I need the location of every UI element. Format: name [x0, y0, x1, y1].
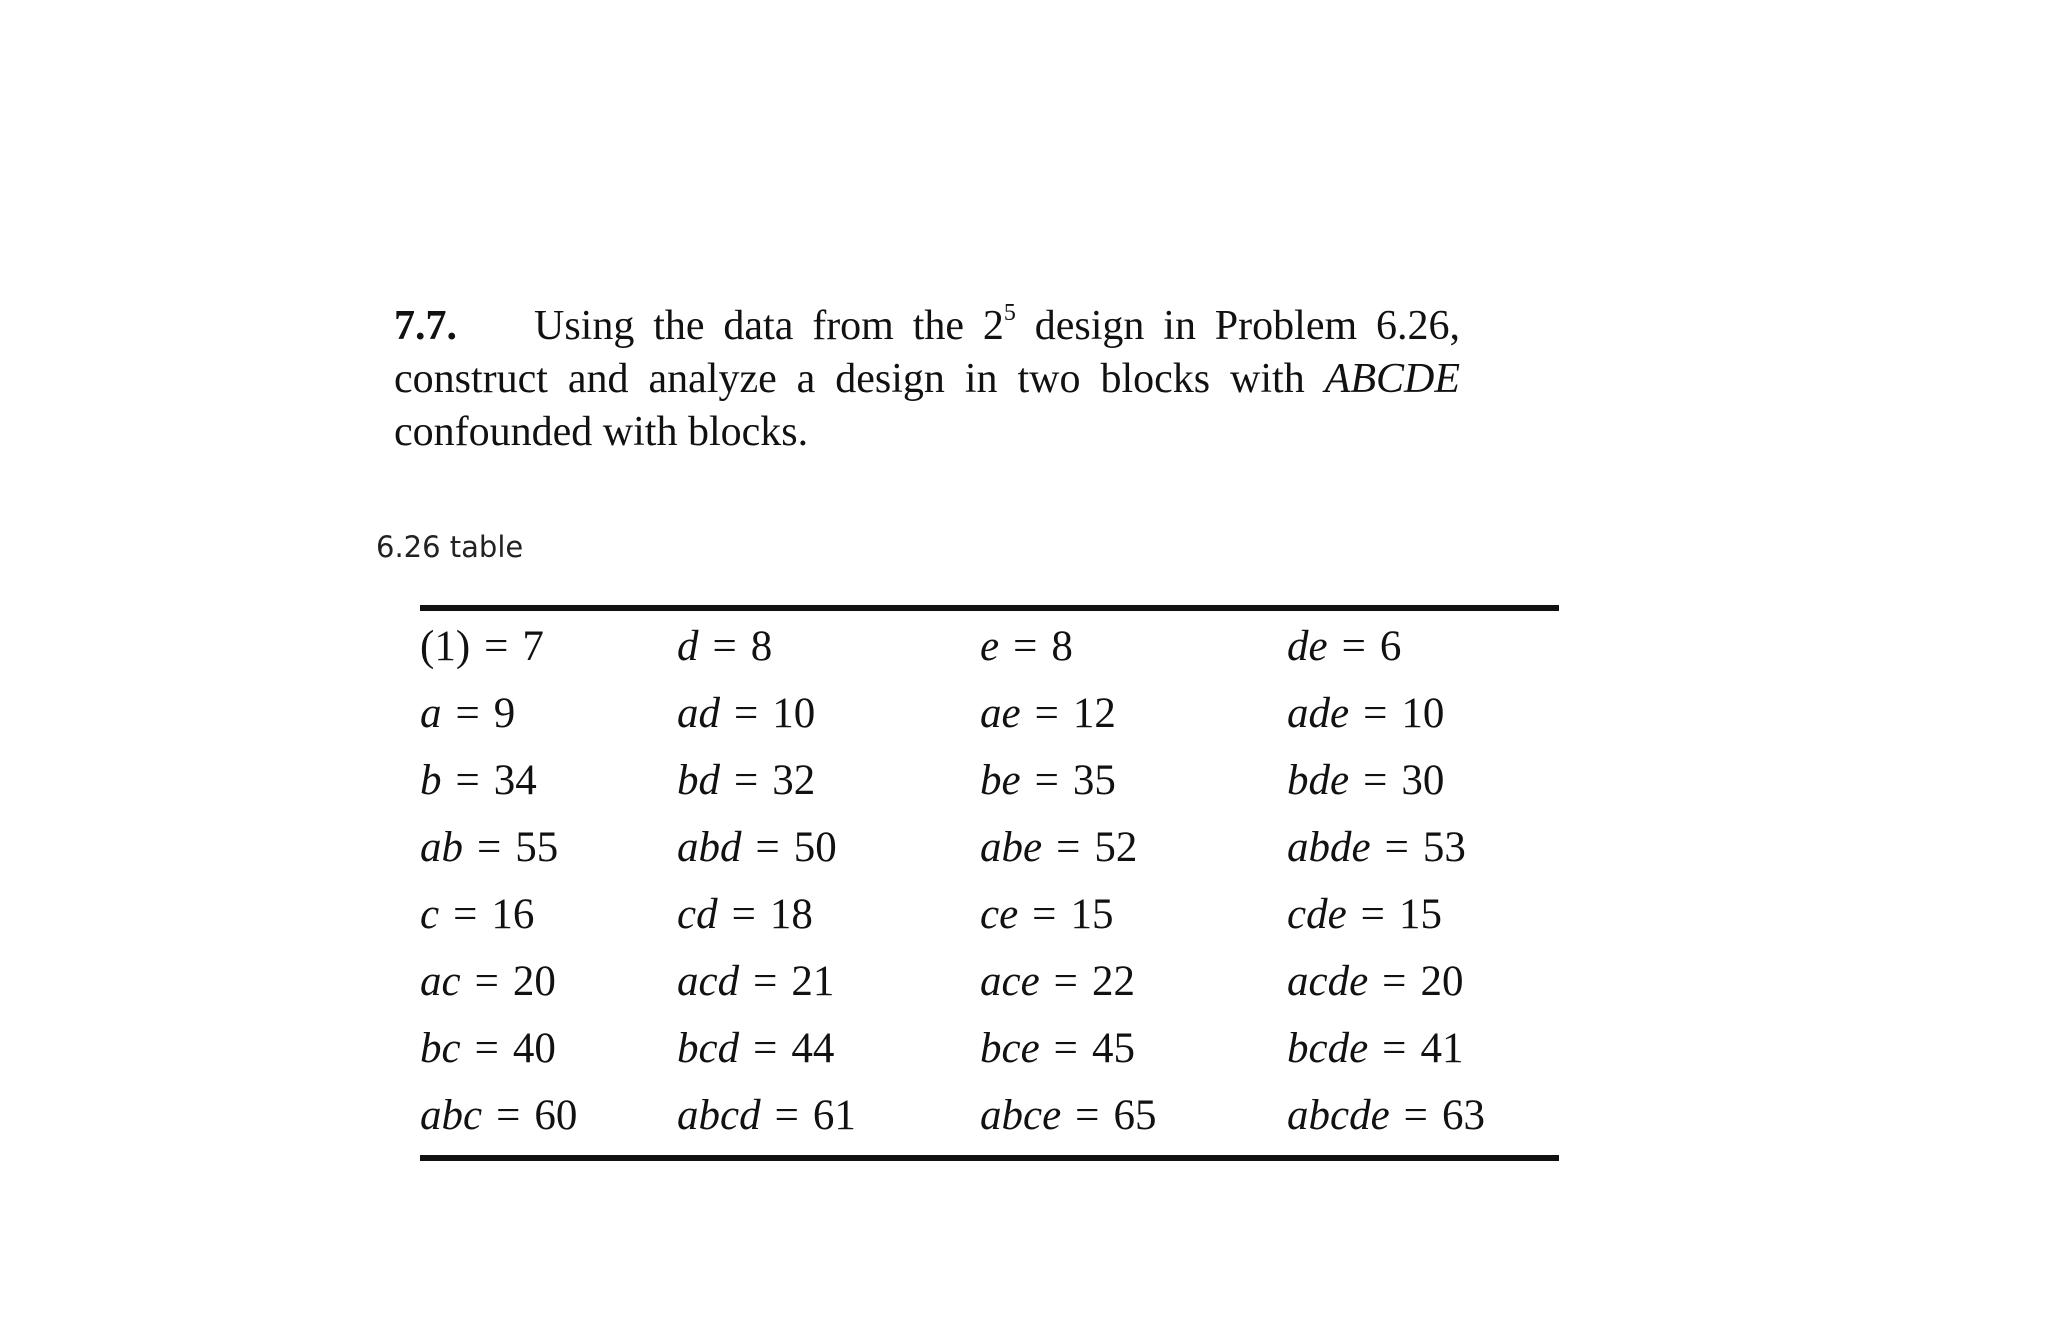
treatment-label: cde — [1287, 891, 1347, 938]
treatment-value: 40 — [512, 1025, 556, 1072]
treatment-value: 7 — [522, 623, 544, 670]
treatment-label: abc — [420, 1092, 483, 1139]
equals-sign: = — [484, 623, 509, 670]
equals-sign: = — [1013, 623, 1038, 670]
equals-sign: = — [477, 824, 502, 871]
problem-text-2: construct and analyze a design in two blocks with — [394, 356, 1325, 402]
treatment-label: abcd — [677, 1092, 761, 1139]
equals-sign: = — [1053, 1025, 1078, 1072]
problem-number: 7.7. — [394, 303, 457, 349]
treatment-value: 30 — [1401, 757, 1445, 804]
treatment-label: bde — [1287, 757, 1350, 804]
table-cell — [420, 689, 515, 739]
treatment-label: bcde — [1287, 1025, 1369, 1072]
treatment-value: 15 — [1398, 891, 1442, 938]
exponent: 5 — [1003, 300, 1016, 326]
confounded-effect: ABCDE — [1324, 356, 1460, 402]
equals-sign: = — [1032, 891, 1057, 938]
table-cell — [677, 823, 837, 873]
table-cell — [677, 1091, 856, 1141]
equals-sign: = — [1341, 623, 1366, 670]
treatment-value: 6 — [1379, 623, 1402, 670]
table-cell — [1287, 823, 1466, 873]
table-cell — [980, 689, 1116, 739]
problem-line-2 — [394, 353, 1460, 406]
treatment-label: ce — [980, 891, 1019, 938]
equals-sign: = — [734, 690, 759, 737]
treatment-label: abcde — [1287, 1092, 1390, 1139]
treatment-value: 63 — [1441, 1092, 1485, 1139]
treatment-value: 12 — [1072, 690, 1116, 737]
treatment-label: acd — [677, 958, 740, 1005]
treatment-label: ace — [980, 958, 1040, 1005]
treatment-label: ae — [980, 690, 1021, 737]
treatment-value: 8 — [1051, 623, 1073, 670]
table-cell — [420, 622, 544, 672]
treatment-label: ac — [420, 958, 461, 1005]
table-cell — [677, 689, 815, 739]
treatment-label: cd — [677, 891, 718, 938]
treatment-value: 16 — [491, 891, 535, 938]
equals-sign: = — [734, 757, 759, 804]
treatment-value: 41 — [1420, 1025, 1464, 1072]
problem-text-1: Using the data from the 2 — [534, 303, 1004, 349]
treatment-label: c — [420, 891, 440, 938]
equals-sign: = — [1363, 757, 1388, 804]
treatment-value: 45 — [1091, 1025, 1135, 1072]
treatment-value: 34 — [493, 757, 537, 804]
table-cell — [1287, 622, 1401, 672]
treatment-label: b — [420, 757, 442, 804]
equals-sign: = — [455, 690, 480, 737]
table-cell — [1287, 756, 1444, 806]
table-cell — [420, 823, 558, 873]
treatment-value: 21 — [791, 958, 835, 1005]
table-top-rule — [420, 605, 1559, 611]
treatment-label: abde — [1287, 824, 1371, 871]
table-cell — [677, 1024, 834, 1074]
table-cell — [677, 890, 813, 940]
treatment-value: 10 — [772, 690, 816, 737]
table-cell — [980, 823, 1137, 873]
treatment-label: de — [1287, 623, 1328, 670]
treatment-label: bc — [420, 1025, 461, 1072]
equals-sign: = — [1034, 690, 1059, 737]
table-cell — [980, 890, 1113, 940]
table-cell — [420, 957, 556, 1007]
equals-sign: = — [753, 1025, 778, 1072]
table-cell — [677, 957, 834, 1007]
treatment-value: 53 — [1422, 824, 1466, 871]
equals-sign: = — [453, 891, 478, 938]
treatment-label: abd — [677, 824, 742, 871]
table-cell — [1287, 689, 1444, 739]
table-cell — [980, 1091, 1156, 1141]
treatment-value: 9 — [493, 690, 516, 737]
treatment-value: 10 — [1401, 690, 1445, 737]
treatment-label: acde — [1287, 958, 1369, 1005]
treatment-label: ad — [677, 690, 720, 737]
equals-sign: = — [1403, 1092, 1428, 1139]
equals-sign: = — [1384, 824, 1409, 871]
table-caption: 6.26 table — [376, 530, 524, 564]
table-cell — [1287, 1091, 1485, 1141]
treatment-value: 32 — [772, 757, 816, 804]
equals-sign: = — [731, 891, 756, 938]
treatment-value: 61 — [812, 1092, 856, 1139]
equals-sign: = — [1382, 1025, 1407, 1072]
treatment-label: d — [677, 623, 699, 670]
treatment-label: bce — [980, 1025, 1040, 1072]
treatment-value: 52 — [1094, 824, 1138, 871]
equals-sign: = — [1382, 958, 1407, 1005]
table-cell — [420, 756, 537, 806]
treatment-label: (1) — [420, 623, 471, 670]
problem-statement — [394, 300, 1460, 459]
equals-sign: = — [455, 757, 480, 804]
table-cell — [980, 756, 1116, 806]
equals-sign: = — [496, 1092, 521, 1139]
equals-sign: = — [712, 623, 737, 670]
table-cell — [420, 1024, 556, 1074]
table-cell — [420, 1091, 577, 1141]
table-cell — [677, 756, 815, 806]
treatment-value: 55 — [515, 824, 559, 871]
treatment-value: 44 — [791, 1025, 835, 1072]
equals-sign: = — [755, 824, 780, 871]
treatment-label: bd — [677, 757, 720, 804]
data-table — [420, 605, 1559, 1161]
equals-sign: = — [1034, 757, 1059, 804]
table-cell — [1287, 890, 1442, 940]
treatment-label: abe — [980, 824, 1043, 871]
equals-sign: = — [753, 958, 778, 1005]
table-cell — [980, 622, 1073, 672]
equals-sign: = — [1075, 1092, 1100, 1139]
table-cell — [1287, 957, 1463, 1007]
equals-sign: = — [1053, 958, 1078, 1005]
treatment-value: 35 — [1072, 757, 1116, 804]
treatment-value: 50 — [793, 824, 837, 871]
equals-sign: = — [1363, 690, 1388, 737]
equals-sign: = — [774, 1092, 799, 1139]
table-cell — [980, 1024, 1135, 1074]
equals-sign: = — [474, 958, 499, 1005]
problem-line-1 — [394, 300, 1460, 353]
table-cell — [677, 622, 772, 672]
table-bottom-rule — [420, 1155, 1559, 1161]
treatment-label: be — [980, 757, 1021, 804]
problem-text-1-end: design in Problem 6.26, — [1015, 303, 1460, 349]
problem-line-3: confounded with blocks. — [394, 409, 809, 455]
treatment-label: ade — [1287, 690, 1350, 737]
treatment-value: 22 — [1091, 958, 1135, 1005]
equals-sign: = — [474, 1025, 499, 1072]
equals-sign: = — [1056, 824, 1081, 871]
treatment-value: 15 — [1070, 891, 1114, 938]
treatment-value: 8 — [750, 623, 773, 670]
treatment-label: a — [420, 690, 442, 737]
treatment-label: ab — [420, 824, 463, 871]
treatment-value: 65 — [1113, 1092, 1157, 1139]
treatment-label: bcd — [677, 1025, 740, 1072]
equals-sign: = — [1360, 891, 1385, 938]
treatment-value: 20 — [1420, 958, 1464, 1005]
treatment-value: 18 — [769, 891, 813, 938]
table-cell — [1287, 1024, 1463, 1074]
treatment-label: abce — [980, 1092, 1062, 1139]
treatment-label: e — [980, 623, 1000, 670]
table-cell — [980, 957, 1135, 1007]
treatment-value: 60 — [534, 1092, 578, 1139]
table-cell — [420, 890, 534, 940]
treatment-value: 20 — [512, 958, 556, 1005]
